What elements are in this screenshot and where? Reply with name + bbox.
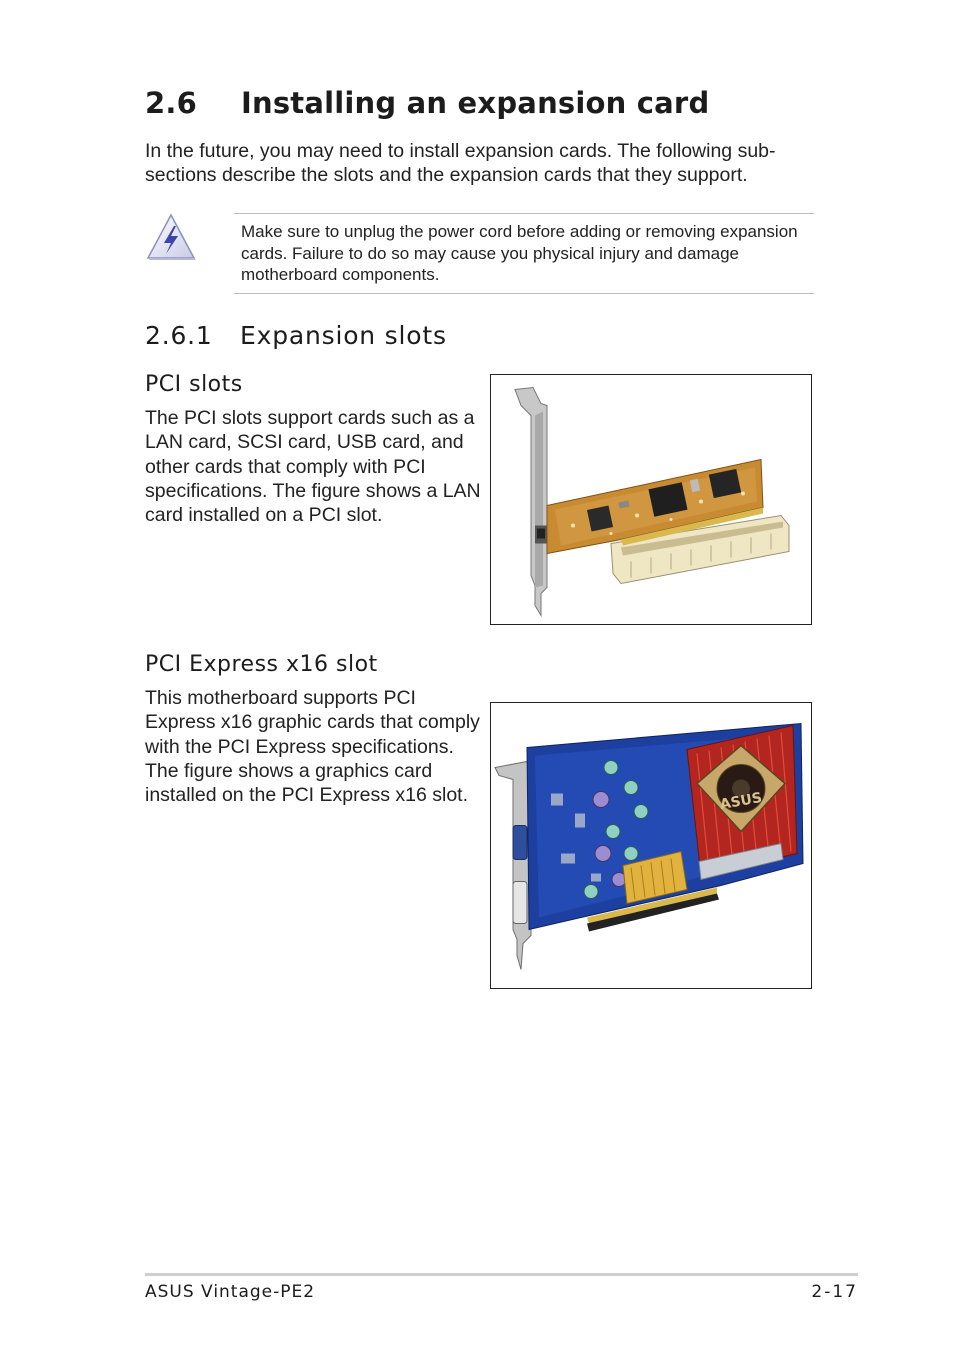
pci-slots-heading: PCI slots — [145, 372, 243, 397]
warning-note-text: Make sure to unplug the power cord before adding or removing expansion cards. Failure to do so may cause you physical injury and damage motherboard components. — [241, 222, 798, 285]
footer-page-number: 2-17 — [811, 1282, 858, 1302]
pci-slots-text: The PCI slots support cards such as a LAN card, SCSI card, USB card, and other cards that comply with PCI specifications. The figure shows a LAN card installed on a PCI slot. — [145, 407, 481, 527]
section-title-text: Installing an expansion card — [241, 86, 710, 120]
pci-lan-card-figure — [490, 374, 812, 625]
section-title — [145, 86, 709, 120]
asus-logo: ASUS — [718, 789, 764, 814]
footer-product-name: ASUS Vintage-PE2 — [145, 1282, 316, 1302]
note-top-divider — [234, 213, 814, 214]
subsection-number: 2.6.1 — [145, 321, 213, 350]
warning-lightning-icon — [145, 212, 197, 262]
pcie-slot-heading: PCI Express x16 slot — [145, 652, 378, 677]
pcie-graphics-card-illustration — [491, 703, 811, 988]
pci-lan-card-illustration — [491, 375, 811, 624]
subsection-title — [145, 321, 447, 350]
subsection-title-text: Expansion slots — [240, 321, 447, 350]
section-number: 2.6 — [145, 86, 197, 120]
note-bottom-divider — [234, 293, 814, 294]
pcie-slot-text: This motherboard supports PCI Express x16 graphic cards that comply with the PCI Express specifications. The figure shows a graphics card installed on the PCI Express x16 slot. — [145, 687, 480, 807]
intro-paragraph: In the future, you may need to install expansion cards. The following sub-sections describe the slots and the expansion cards that they support. — [145, 140, 776, 186]
footer-divider — [145, 1273, 858, 1276]
pcie-graphics-card-figure — [490, 702, 812, 989]
